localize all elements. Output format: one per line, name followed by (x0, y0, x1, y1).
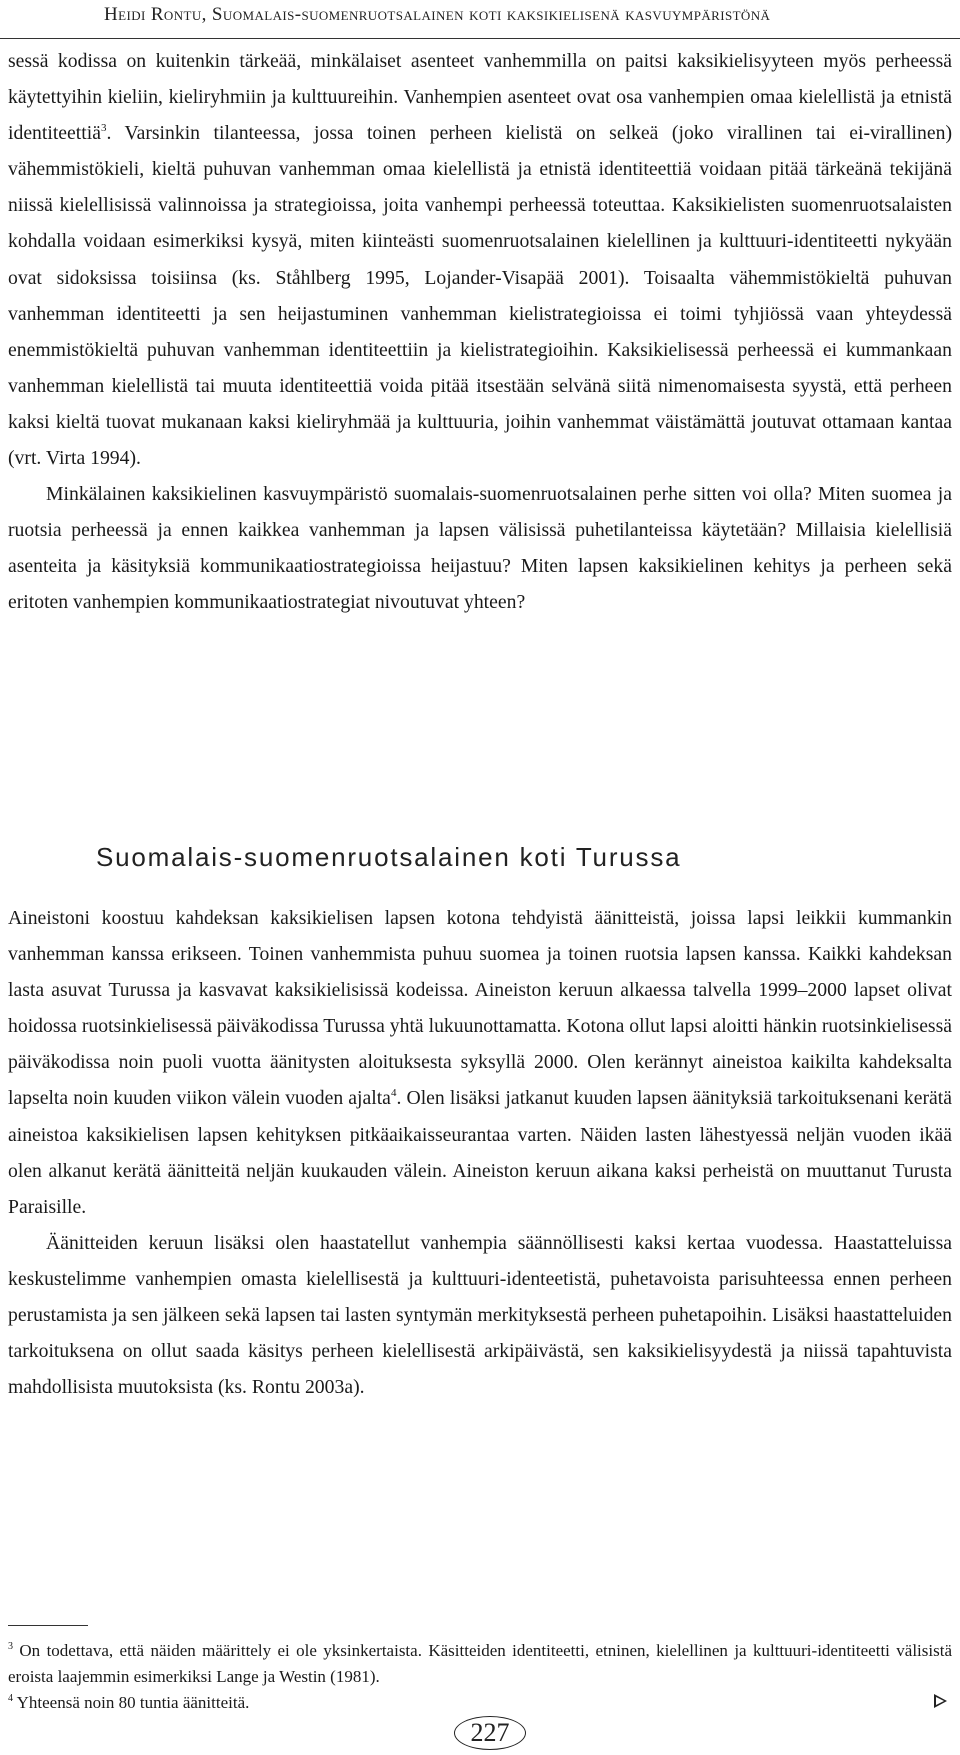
footnote-ref-4[interactable]: 4 (390, 1087, 397, 1100)
running-header: Heidi Rontu, Suomalais-suomenruotsalainen koti kaksikielisenä kasvuympäristönä (104, 4, 771, 25)
footnote-ref-3[interactable]: 3 (100, 122, 107, 135)
paragraph: Minkälainen kaksikielinen kasvuympäristö suomalais-suomenruotsalainen perhe sitten voi olla? Miten suomea ja ruotsia perheessä ja ennen kaikkea vanhemman ja lapsen välisissä puhetilanteissa käytetään? Millaisia kielellisiä asenteita ja käsityksiä kommunikaatiostrategioissa heijastuu? Miten lapsen kaksikielinen kehitys ja perheen sekä eritoten vanhempien kommunikaatiostrategiat nivoutuvat yhteen? (8, 483, 952, 614)
page-number: 227 (470, 1718, 510, 1747)
header-divider (0, 38, 960, 39)
paragraph: Äänitteiden keruun lisäksi olen haastatellut vanhempia säännöllisesti kaksi kertaa vuodessa. Haastatteluissa keskustelimme vanhempien omasta kielellisestä ja kulttuuri-identeetistä, puhetavoista parisuhteessa ennen perheen perustamista ja sen jälkeen sekä lapsen tai lasten syntymän merkityksestä perheen puhetapoihin. Lisäksi haastatteluiden tarkoituksena on ollut saada käsitys perheen kielellisestä arkipäivästä, sen kaksikielisyydestä ja niissä tapahtuvista mahdollisista muutoksista (ks. Rontu 2003a). (8, 1231, 952, 1399)
next-page-icon[interactable] (934, 1694, 947, 1708)
body-text-section-2 (8, 900, 952, 1405)
footnote: $^4$ Yhteensä noin 80 tuntia äänitteitä. (8, 1693, 250, 1712)
footnote-divider (8, 1625, 88, 1626)
body-text-section-1 (8, 43, 952, 621)
paragraph: sessä kodissa on kuitenkin tärkeää, minkälaiset asenteet vanhemmilla on paitsi kaksikielisyyteen myös perheessä käytettyihin kieliin, kieliryhmiin ja kulttuureihin. Vanhempien asenteet ovat osa vanhempien omaa kielellistä ja etnistä identiteettiä$^3$. Varsinkin tilanteessa, jossa toinen perheen kielistä on selkeä (joko virallinen tai ei-virallinen) vähemmistökieli, kieltä puhuvan vanhemman omaa kielellistä ja etnistä identiteettiä voidaan pitää tärkeänä tekijänä niissä kielellisissä valinnoissa ja strategioissa, joita vanhempi perheessä toteuttaa. Kaksikielisten suomenruotsalaisten kohdalla voidaan esimerkiksi kysyä, miten kiinteästi suomenruotsalainen kielellinen ja kulttuuri-identiteetti nykyään ovat sidoksissa toisiinsa (ks. Ståhlberg 1995, Lojander-Visapää 2001). Toisaalta vähemmistökieltä puhuvan vanhemman identiteetti ja sen heijastuminen vanhemman kielistrategioissa ei toimi tyhjiössä vaan yhteydessä enemmistökieltä puhuvan vanhemman identiteettiin ja kielistrategioihin. Kaksikielisessä perheessä ei kummankaan vanhemman kielellistä tai muuta identiteettiä voida pitää itsestään selvänä siitä nimenomaisesta syystä, että perheen kaksi kieltä tuovat mukanaan kaksi kieliryhmää ja kulttuuria, joihin vanhemmat väistämättä joutuvat ottamaan kantaa (vrt. Virta 1994). (8, 50, 952, 470)
section-heading: Suomalais-suomenruotsalainen koti Turussa (96, 842, 682, 872)
page-number-badge (454, 1716, 526, 1750)
footnote: $^3$ On todettava, että näiden määrittely ei ole yksinkertaista. Käsitteiden identiteetti, etninen, kielellinen ja kulttuuri-identiteetti välisistä eroista laajemmin esimerkiksi Lange ja Westin (1981). (8, 1641, 952, 1686)
footnotes (8, 1638, 952, 1716)
paragraph: Aineistoni koostuu kahdeksan kaksikielisen lapsen kotona tehdyistä äänitteistä, joissa lapsi leikkii kummankin vanhemman kanssa erikseen. Toinen vanhemmista puhuu suomea ja toinen ruotsia lapsen kanssa. Kaikki kahdeksan lasta asuvat Turussa ja kasvavat kaksikielisissä kodeissa. Aineiston keruun alkaessa talvella 1999–2000 lapset olivat hoidossa ruotsinkielisessä päiväkodissa Turussa yhtä lukuunottamatta. Kotona ollut lapsi aloitti hänkin ruotsinkielisessä päiväkodissa noin puoli vuotta äänitysten aloituksesta syksyllä 2000. Olen kerännyt aineistoa kaikilta kahdeksalta lapselta noin kuuden viikon välein vuoden ajalta$^4$. Olen lisäksi jatkanut kuuden lapsen äänityksiä tarkoituksenani kerätä aineistoa kaksikielisen lapsen kehityksen pitkäaikaisseurantaa varten. Näiden lasten lähestyessä neljän vuoden ikää olen alkanut kerätä äänitteitä neljän kuukauden välein. Aineiston keruun aikana kaksi perheistä on muuttanut Turusta Paraisille. (8, 907, 953, 1218)
